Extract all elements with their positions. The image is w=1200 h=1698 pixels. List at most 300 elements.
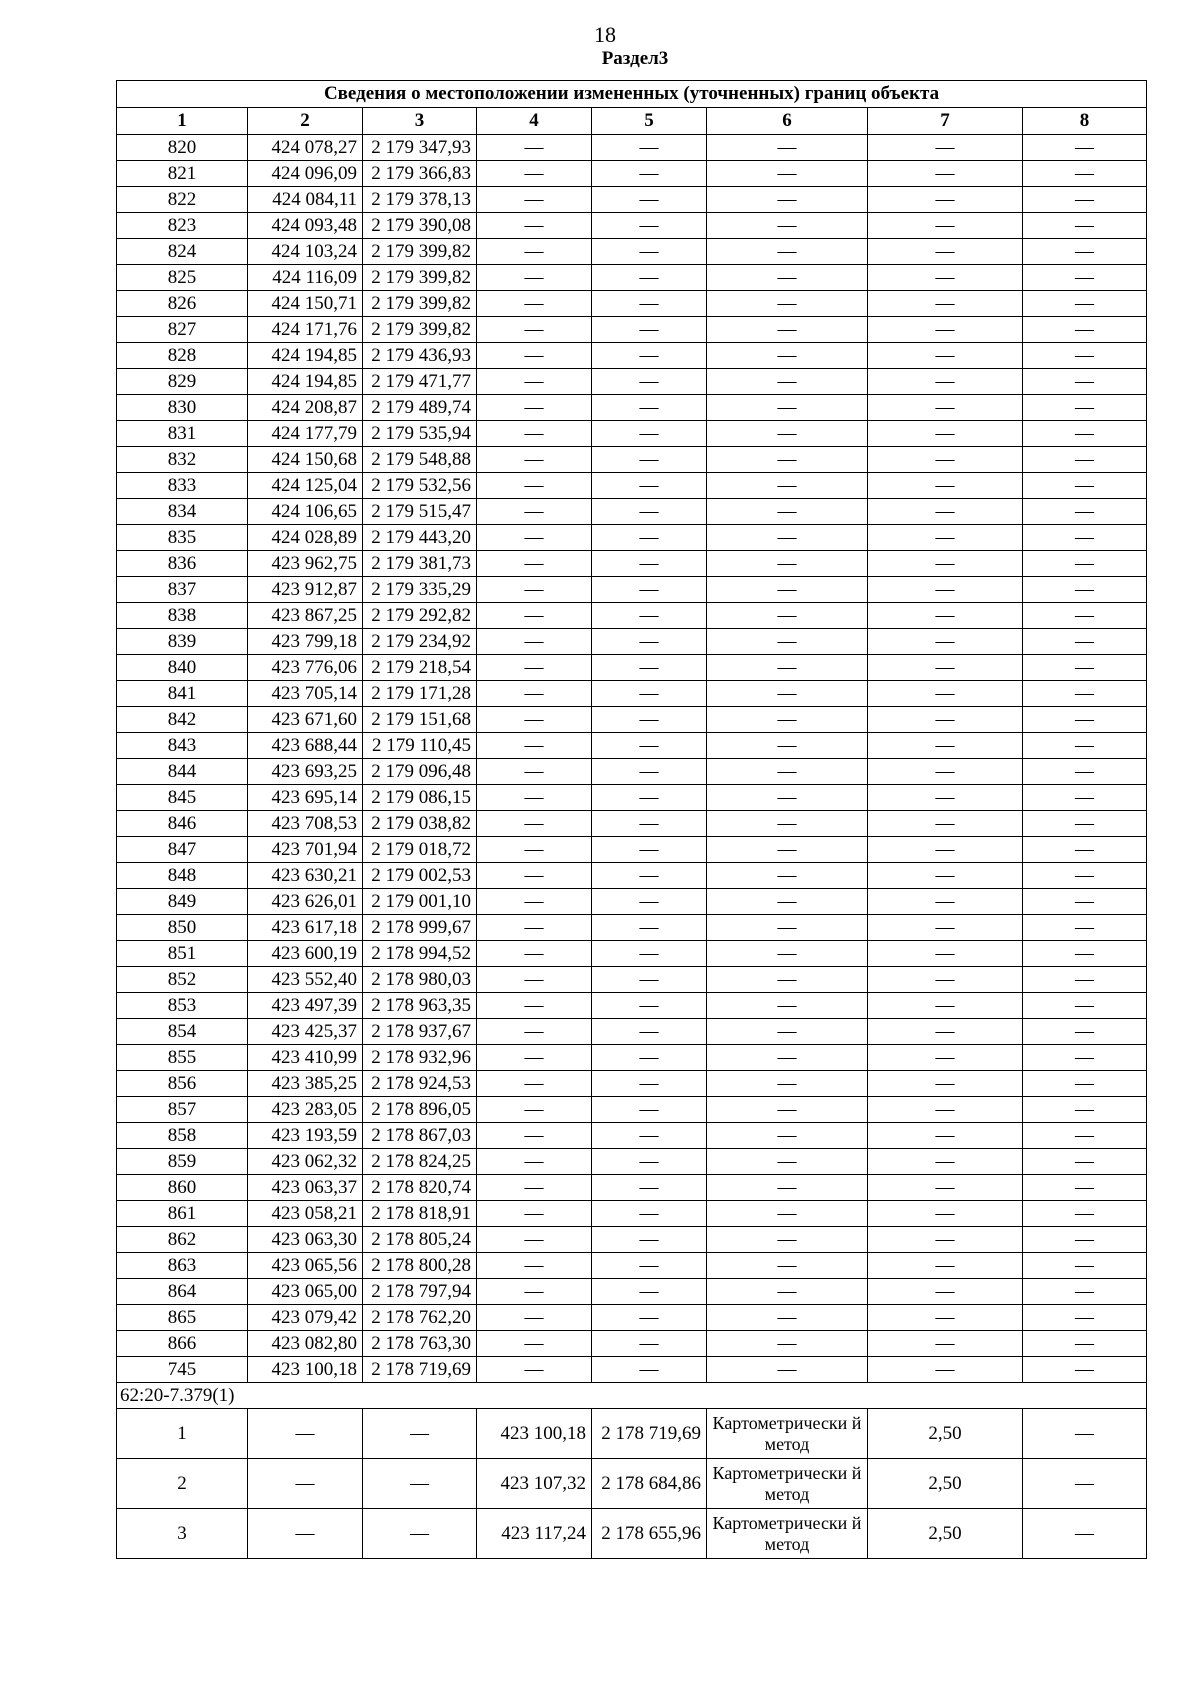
coordinate-y: 2 179 399,82 (363, 291, 477, 317)
empty-dash: — (868, 941, 1023, 967)
empty-dash: — (868, 1045, 1023, 1071)
empty-dash: — (868, 1305, 1023, 1331)
empty-dash: — (1023, 1019, 1147, 1045)
empty-dash: — (1023, 421, 1147, 447)
coordinate-y: 2 179 218,54 (363, 655, 477, 681)
empty-dash: — (1023, 811, 1147, 837)
empty-dash: — (592, 707, 707, 733)
coordinate-y: 2 178 719,69 (363, 1357, 477, 1383)
empty-dash: — (707, 967, 868, 993)
empty-dash: — (868, 785, 1023, 811)
empty-dash: — (477, 733, 592, 759)
empty-dash: — (707, 1305, 868, 1331)
empty-dash: — (1023, 577, 1147, 603)
table-row (117, 1123, 1147, 1149)
empty-dash: — (1023, 291, 1147, 317)
empty-dash: — (868, 837, 1023, 863)
coordinate-x: 424 028,89 (248, 525, 363, 551)
coordinate-x: 424 103,24 (248, 239, 363, 265)
empty-dash: — (477, 291, 592, 317)
accuracy: 2,50 (868, 1409, 1023, 1459)
empty-dash: — (477, 681, 592, 707)
coordinate-x: 423 063,30 (248, 1227, 363, 1253)
empty-dash: — (707, 707, 868, 733)
empty-dash: — (1023, 1149, 1147, 1175)
empty-dash: — (477, 317, 592, 343)
empty-dash: — (707, 213, 868, 239)
empty-dash: — (592, 733, 707, 759)
coordinate-y: 2 179 532,56 (363, 473, 477, 499)
empty-dash: — (477, 863, 592, 889)
empty-dash: — (1023, 473, 1147, 499)
empty-dash: — (592, 1149, 707, 1175)
table-row (117, 915, 1147, 941)
coordinate-x: 423 693,25 (248, 759, 363, 785)
point-number: 831 (117, 421, 248, 447)
table-row (117, 265, 1147, 291)
empty-dash: — (1023, 265, 1147, 291)
point-number: 830 (117, 395, 248, 421)
empty-dash: — (707, 655, 868, 681)
empty-dash: — (1023, 395, 1147, 421)
empty-dash: — (477, 1045, 592, 1071)
empty-dash: — (868, 993, 1023, 1019)
coordinate-x: 423 776,06 (248, 655, 363, 681)
coordinate-y: 2 179 515,47 (363, 499, 477, 525)
coordinate-y: 2 179 347,93 (363, 135, 477, 161)
empty-dash: — (592, 421, 707, 447)
empty-dash: — (477, 1331, 592, 1357)
coordinate-x: 423 962,75 (248, 551, 363, 577)
empty-dash: — (477, 577, 592, 603)
coordinate-x: 423 193,59 (248, 1123, 363, 1149)
empty-dash: — (592, 317, 707, 343)
empty-dash: — (592, 967, 707, 993)
coordinate-y: 2 178 762,20 (363, 1305, 477, 1331)
empty-dash: — (707, 473, 868, 499)
table-row (117, 1331, 1147, 1357)
empty-dash: — (477, 1253, 592, 1279)
empty-dash: — (1023, 1097, 1147, 1123)
empty-dash: — (592, 1331, 707, 1357)
empty-dash: — (868, 1227, 1023, 1253)
empty-dash: — (1023, 655, 1147, 681)
column-number: 3 (363, 108, 477, 135)
point-number: 861 (117, 1201, 248, 1227)
coordinate-x: 423 867,25 (248, 603, 363, 629)
empty-dash: — (477, 213, 592, 239)
table-row (117, 1509, 1147, 1559)
coordinate-x: 424 093,48 (248, 213, 363, 239)
page-number: 18 (594, 22, 616, 47)
empty-dash: — (868, 1071, 1023, 1097)
empty-dash: — (1023, 1331, 1147, 1357)
table-row (117, 1279, 1147, 1305)
empty-dash: — (868, 499, 1023, 525)
column-number: 5 (592, 108, 707, 135)
empty-dash: — (592, 447, 707, 473)
coordinate-y: 2 179 471,77 (363, 369, 477, 395)
empty-dash: — (477, 1175, 592, 1201)
coordinate-x: 424 116,09 (248, 265, 363, 291)
accuracy: 2,50 (868, 1459, 1023, 1509)
empty-dash: — (477, 135, 592, 161)
empty-dash: — (707, 629, 868, 655)
coordinate-y: 2 179 002,53 (363, 863, 477, 889)
empty-dash: — (707, 993, 868, 1019)
empty-dash: — (707, 577, 868, 603)
method: Картометрически й метод (707, 1459, 868, 1509)
coordinate-y: 2 179 399,82 (363, 239, 477, 265)
point-number: 863 (117, 1253, 248, 1279)
empty-dash: — (1023, 343, 1147, 369)
point-number: 844 (117, 759, 248, 785)
empty-dash: — (868, 369, 1023, 395)
empty-dash: — (707, 1071, 868, 1097)
empty-dash: — (592, 759, 707, 785)
table-row (117, 1019, 1147, 1045)
empty-dash: — (1023, 863, 1147, 889)
table-row (117, 1097, 1147, 1123)
coordinate-x: 424 194,85 (248, 369, 363, 395)
empty-dash: — (477, 343, 592, 369)
empty-dash: — (707, 343, 868, 369)
empty-dash: — (477, 967, 592, 993)
empty-dash: — (707, 785, 868, 811)
table-row (117, 837, 1147, 863)
empty-dash: — (592, 603, 707, 629)
empty-dash: — (1023, 1175, 1147, 1201)
column-number: 8 (1023, 108, 1147, 135)
empty-dash: — (1023, 837, 1147, 863)
coordinate-y: 2 178 999,67 (363, 915, 477, 941)
empty-dash: — (592, 1227, 707, 1253)
empty-dash: — (868, 1331, 1023, 1357)
coordinate-y: 2 178 655,96 (592, 1509, 707, 1559)
empty-dash: — (248, 1409, 363, 1459)
table-row (117, 317, 1147, 343)
empty-dash: — (868, 317, 1023, 343)
empty-dash: — (477, 499, 592, 525)
empty-dash: — (707, 1357, 868, 1383)
coordinate-x: 423 100,18 (248, 1357, 363, 1383)
coordinate-y: 2 178 719,69 (592, 1409, 707, 1459)
empty-dash: — (1023, 733, 1147, 759)
table-row (117, 421, 1147, 447)
empty-dash: — (707, 135, 868, 161)
empty-dash: — (868, 525, 1023, 551)
coordinate-x: 423 912,87 (248, 577, 363, 603)
point-number: 856 (117, 1071, 248, 1097)
coordinate-y: 2 179 378,13 (363, 187, 477, 213)
empty-dash: — (363, 1509, 477, 1559)
empty-dash: — (1023, 629, 1147, 655)
empty-dash: — (707, 1227, 868, 1253)
point-number: 843 (117, 733, 248, 759)
empty-dash: — (1023, 1509, 1147, 1559)
empty-dash: — (1023, 161, 1147, 187)
empty-dash: — (477, 603, 592, 629)
table-row (117, 551, 1147, 577)
empty-dash: — (707, 941, 868, 967)
empty-dash: — (592, 525, 707, 551)
empty-dash: — (868, 1279, 1023, 1305)
empty-dash: — (477, 889, 592, 915)
table-row (117, 1459, 1147, 1509)
empty-dash: — (477, 395, 592, 421)
empty-dash: — (868, 161, 1023, 187)
empty-dash: — (707, 1279, 868, 1305)
table-row (117, 447, 1147, 473)
empty-dash: — (592, 785, 707, 811)
coordinate-y: 2 179 038,82 (363, 811, 477, 837)
empty-dash: — (1023, 213, 1147, 239)
point-number: 854 (117, 1019, 248, 1045)
coordinate-x: 423 695,14 (248, 785, 363, 811)
empty-dash: — (868, 655, 1023, 681)
point-number: 836 (117, 551, 248, 577)
empty-dash: — (868, 707, 1023, 733)
empty-dash: — (1023, 1227, 1147, 1253)
coordinate-x: 423 117,24 (477, 1509, 592, 1559)
coordinate-y: 2 178 980,03 (363, 967, 477, 993)
empty-dash: — (592, 1045, 707, 1071)
empty-dash: — (592, 1097, 707, 1123)
table-row (117, 759, 1147, 785)
empty-dash: — (477, 629, 592, 655)
empty-dash: — (477, 1279, 592, 1305)
empty-dash: — (1023, 239, 1147, 265)
coordinate-x: 423 497,39 (248, 993, 363, 1019)
table-title: Сведения о местоположении измененных (уточненных) границ объекта (117, 81, 1147, 108)
empty-dash: — (868, 1123, 1023, 1149)
empty-dash: — (592, 395, 707, 421)
coordinate-x: 423 705,14 (248, 681, 363, 707)
coordinate-x: 423 630,21 (248, 863, 363, 889)
table-row (117, 1357, 1147, 1383)
coordinate-x: 423 079,42 (248, 1305, 363, 1331)
empty-dash: — (592, 265, 707, 291)
empty-dash: — (868, 265, 1023, 291)
empty-dash: — (477, 785, 592, 811)
coordinate-x: 424 208,87 (248, 395, 363, 421)
coordinate-y: 2 178 896,05 (363, 1097, 477, 1123)
empty-dash: — (592, 1253, 707, 1279)
point-number: 826 (117, 291, 248, 317)
table-row (117, 1045, 1147, 1071)
point-number: 852 (117, 967, 248, 993)
point-number: 3 (117, 1509, 248, 1559)
table-row (117, 135, 1147, 161)
column-number: 4 (477, 108, 592, 135)
coordinates-table (116, 80, 1147, 1559)
coordinate-x: 423 600,19 (248, 941, 363, 967)
coordinate-y: 2 179 171,28 (363, 681, 477, 707)
table-row (117, 291, 1147, 317)
empty-dash: — (1023, 941, 1147, 967)
coordinate-x: 424 125,04 (248, 473, 363, 499)
table-row (117, 811, 1147, 837)
empty-dash: — (868, 291, 1023, 317)
empty-dash: — (1023, 1253, 1147, 1279)
empty-dash: — (1023, 681, 1147, 707)
coordinate-y: 2 179 292,82 (363, 603, 477, 629)
coordinate-x: 424 150,68 (248, 447, 363, 473)
point-number: 857 (117, 1097, 248, 1123)
empty-dash: — (707, 1331, 868, 1357)
empty-dash: — (707, 447, 868, 473)
empty-dash: — (1023, 603, 1147, 629)
empty-dash: — (477, 265, 592, 291)
coordinate-y: 2 179 096,48 (363, 759, 477, 785)
empty-dash: — (868, 1097, 1023, 1123)
empty-dash: — (477, 707, 592, 733)
point-number: 842 (117, 707, 248, 733)
empty-dash: — (707, 837, 868, 863)
coordinate-y: 2 179 018,72 (363, 837, 477, 863)
empty-dash: — (592, 239, 707, 265)
empty-dash: — (592, 369, 707, 395)
empty-dash: — (592, 889, 707, 915)
empty-dash: — (707, 239, 868, 265)
coordinate-x: 423 062,32 (248, 1149, 363, 1175)
empty-dash: — (707, 811, 868, 837)
coordinate-y: 2 179 366,83 (363, 161, 477, 187)
coordinate-x: 423 626,01 (248, 889, 363, 915)
empty-dash: — (1023, 1201, 1147, 1227)
coordinate-y: 2 178 963,35 (363, 993, 477, 1019)
table-row (117, 1175, 1147, 1201)
empty-dash: — (707, 525, 868, 551)
empty-dash: — (707, 1019, 868, 1045)
table-row (117, 1305, 1147, 1331)
coordinate-y: 2 179 489,74 (363, 395, 477, 421)
empty-dash: — (707, 1097, 868, 1123)
empty-dash: — (592, 811, 707, 837)
empty-dash: — (477, 811, 592, 837)
empty-dash: — (868, 1357, 1023, 1383)
empty-dash: — (707, 915, 868, 941)
coordinate-x: 423 708,53 (248, 811, 363, 837)
point-number: 845 (117, 785, 248, 811)
empty-dash: — (592, 993, 707, 1019)
table-row (117, 213, 1147, 239)
empty-dash: — (707, 889, 868, 915)
method: Картометрически й метод (707, 1509, 868, 1559)
empty-dash: — (707, 1149, 868, 1175)
table-row (117, 733, 1147, 759)
column-number-row (117, 108, 1147, 135)
coordinate-y: 2 178 818,91 (363, 1201, 477, 1227)
coordinate-x: 423 799,18 (248, 629, 363, 655)
empty-dash: — (1023, 993, 1147, 1019)
empty-dash: — (477, 1149, 592, 1175)
empty-dash: — (1023, 1459, 1147, 1509)
empty-dash: — (868, 759, 1023, 785)
table-row (117, 395, 1147, 421)
table-row (117, 941, 1147, 967)
empty-dash: — (868, 863, 1023, 889)
empty-dash: — (477, 421, 592, 447)
empty-dash: — (707, 499, 868, 525)
empty-dash: — (477, 837, 592, 863)
empty-dash: — (1023, 967, 1147, 993)
empty-dash: — (592, 187, 707, 213)
coordinate-y: 2 178 684,86 (592, 1459, 707, 1509)
empty-dash: — (707, 395, 868, 421)
empty-dash: — (707, 863, 868, 889)
empty-dash: — (477, 1019, 592, 1045)
table-row (117, 525, 1147, 551)
coordinate-x: 424 171,76 (248, 317, 363, 343)
empty-dash: — (707, 1175, 868, 1201)
point-number: 865 (117, 1305, 248, 1331)
point-number: 829 (117, 369, 248, 395)
table-row (117, 187, 1147, 213)
empty-dash: — (868, 187, 1023, 213)
coordinate-y: 2 179 086,15 (363, 785, 477, 811)
point-number: 866 (117, 1331, 248, 1357)
point-number: 820 (117, 135, 248, 161)
point-number: 839 (117, 629, 248, 655)
empty-dash: — (363, 1459, 477, 1509)
empty-dash: — (868, 1149, 1023, 1175)
coordinate-y: 2 178 994,52 (363, 941, 477, 967)
empty-dash: — (1023, 1045, 1147, 1071)
point-number: 862 (117, 1227, 248, 1253)
coordinate-x: 423 617,18 (248, 915, 363, 941)
empty-dash: — (1023, 187, 1147, 213)
empty-dash: — (707, 733, 868, 759)
coordinate-x: 423 283,05 (248, 1097, 363, 1123)
empty-dash: — (592, 551, 707, 577)
empty-dash: — (707, 551, 868, 577)
coordinate-x: 423 065,00 (248, 1279, 363, 1305)
subsection-row (117, 1383, 1147, 1409)
table-row (117, 863, 1147, 889)
table-row (117, 1071, 1147, 1097)
coordinate-y: 2 179 381,73 (363, 551, 477, 577)
empty-dash: — (592, 1279, 707, 1305)
table-row (117, 1227, 1147, 1253)
empty-dash: — (868, 915, 1023, 941)
empty-dash: — (707, 1253, 868, 1279)
column-number: 7 (868, 108, 1023, 135)
coordinate-x: 424 096,09 (248, 161, 363, 187)
coordinate-y: 2 178 932,96 (363, 1045, 477, 1071)
coordinate-x: 423 701,94 (248, 837, 363, 863)
point-number: 859 (117, 1149, 248, 1175)
empty-dash: — (707, 1123, 868, 1149)
empty-dash: — (1023, 1279, 1147, 1305)
point-number: 827 (117, 317, 248, 343)
empty-dash: — (592, 161, 707, 187)
empty-dash: — (868, 551, 1023, 577)
empty-dash: — (592, 915, 707, 941)
coordinate-y: 2 178 937,67 (363, 1019, 477, 1045)
coordinate-y: 2 179 234,92 (363, 629, 477, 655)
empty-dash: — (707, 1201, 868, 1227)
empty-dash: — (477, 239, 592, 265)
table-row (117, 369, 1147, 395)
coordinate-x: 423 082,80 (248, 1331, 363, 1357)
empty-dash: — (592, 473, 707, 499)
empty-dash: — (707, 161, 868, 187)
empty-dash: — (592, 681, 707, 707)
empty-dash: — (1023, 1357, 1147, 1383)
empty-dash: — (868, 395, 1023, 421)
table-row (117, 603, 1147, 629)
